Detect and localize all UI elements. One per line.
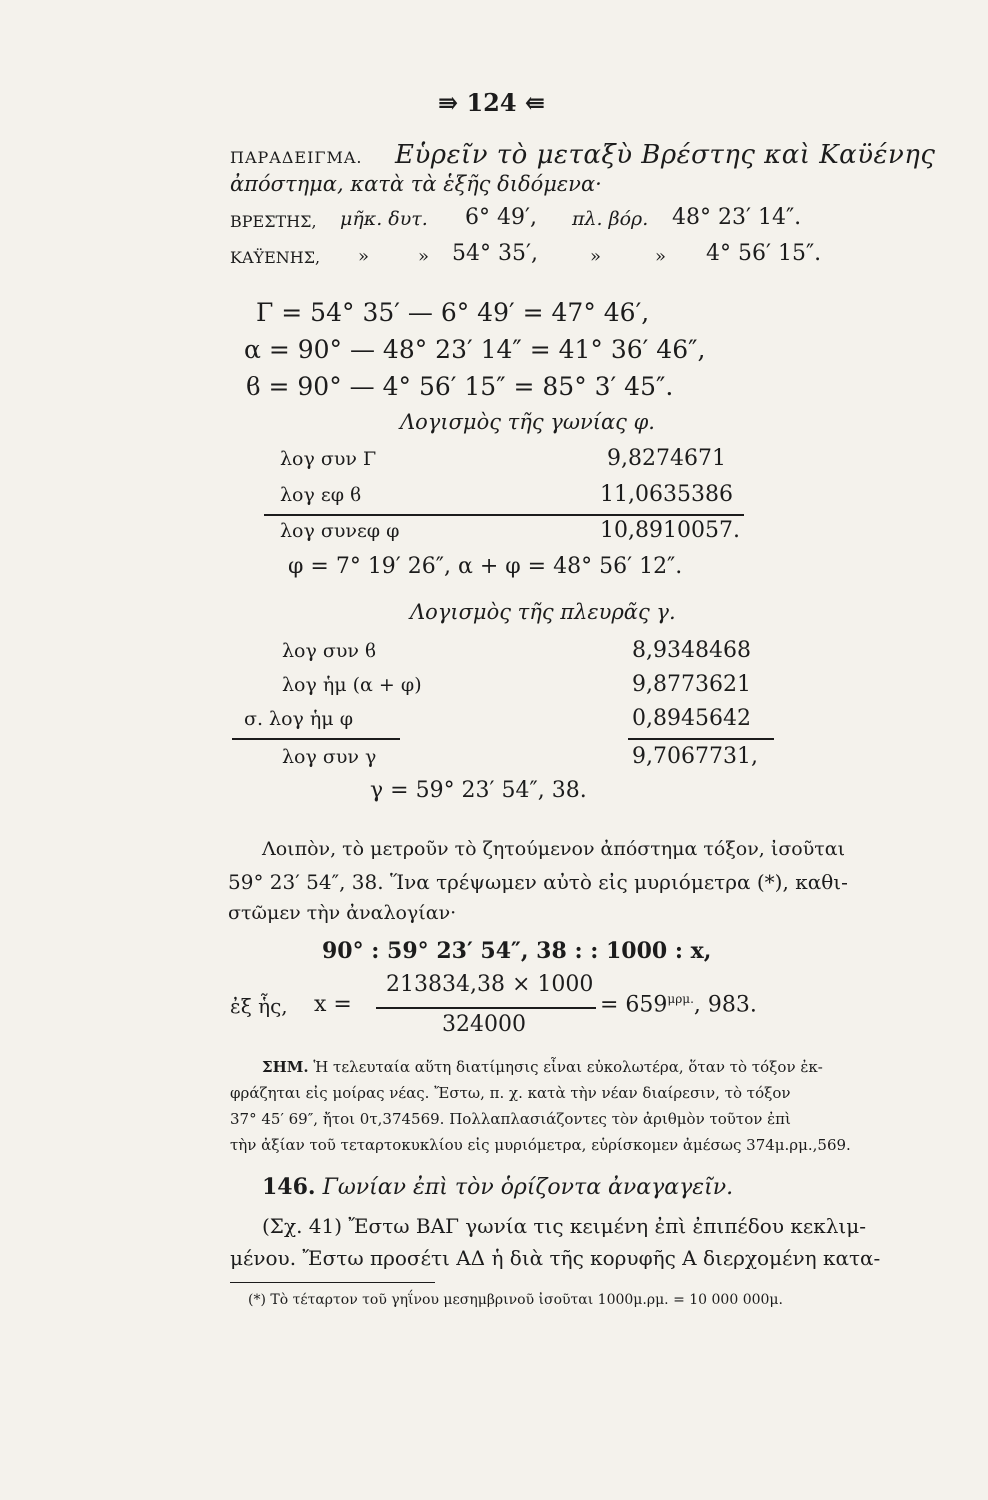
fraction-result [600, 992, 757, 1017]
calc2-sum-rule-left [232, 738, 400, 740]
calc2-sum-rule-right [628, 738, 774, 740]
cayenne-name: ΚΑΫΕΝΗΣ, [230, 248, 321, 267]
fraction-bar [376, 1007, 596, 1009]
brest-name: ΒΡΕΣΤΗΣ, [230, 212, 317, 231]
ditto-mark: » [358, 246, 370, 267]
beta-diff: ϐ = 90° — 4° 56′ 15″ = 85° 3′ 45″. [246, 372, 674, 401]
footnote: (*) Τὸ τέταρτον τοῦ γηΐνου μεσημβρινοῦ ἰσοῦται 1000μ.ρμ. = 10 000 000μ. [248, 1292, 783, 1308]
calc2-label: λογ συν ϐ [282, 640, 377, 662]
calc1-value: 9,8274671 [607, 446, 726, 471]
ornament-right-icon: ⇚ [516, 88, 546, 117]
section-number: 146. [262, 1174, 316, 1200]
body-line: μένου. Ἔστω προσέτι ΑΔ ἡ διὰ τῆς κορυφῆς Α διερχομένη κατα- [230, 1246, 881, 1270]
calc2-label: σ. λογ ἡμ φ [244, 708, 353, 730]
note-line [262, 1058, 823, 1076]
body-line: (Σχ. 41) Ἔστω ΒΑΓ γωνία τις κειμένη ἐπὶ ἐπιπέδου κεκλιμ- [262, 1214, 866, 1238]
proportion: 90° : 59° 23′ 54″, 38 : : 1000 : x, [322, 938, 712, 964]
calc1-sum-rule [264, 514, 744, 516]
note-line: 37° 45′ 69″, ἤτοι 0τ,374569. Πολλαπλασιάζοντες τὸν ἀριθμὸν τοῦτον ἐπὶ [230, 1110, 791, 1128]
example-label: ΠΑΡΑΔΕΙΓΜΑ. [230, 148, 363, 167]
fraction-result-pre: = 659 [600, 992, 668, 1018]
alpha-diff: α = 90° — 48° 23′ 14″ = 41° 36′ 46″, [244, 335, 706, 364]
note-line: τὴν ἀξίαν τοῦ τεταρτοκυκλίου εἰς μυριόμετρα, εὑρίσκομεν ἀμέσως 374μ.ρμ.,569. [230, 1136, 851, 1154]
cayenne-lon: 54° 35′, [452, 241, 538, 266]
calc2-value: 8,9348468 [632, 638, 751, 663]
note-text: Ἡ τελευταία αὕτη διατίμησις εἶναι εὐκολωτέρα, ὅταν τὸ τόξον ἐκ- [313, 1058, 823, 1076]
footnote-rule [230, 1282, 435, 1283]
note-label: ΣΗΜ. [262, 1058, 309, 1076]
fraction-x: x = [314, 992, 352, 1017]
calc1-result: φ = 7° 19′ 26″, α + φ = 48° 56′ 12″. [288, 554, 683, 579]
calc1-title: Λογισμὸς τῆς γωνίας φ. [400, 410, 655, 434]
calc1-label: λογ εφ ϐ [280, 484, 362, 506]
ditto-mark: » [655, 246, 667, 267]
paragraph-line: 59° 23′ 54″, 38. Ἵνα τρέψωμεν αὐτὸ εἰς μυριόμετρα (*), καθι- [228, 870, 848, 894]
calc1-value: 10,8910057. [600, 518, 740, 543]
brest-lat-label: πλ. βόρ. [572, 208, 649, 230]
section-title: Γωνίαν ἐπὶ τὸν ὁρίζοντα ἀναγαγεῖν. [322, 1175, 734, 1200]
fraction-result-post: , 983. [693, 992, 757, 1018]
heading-text-1: Εὑρεῖν τὸ μεταξὺ Βρέστης καὶ Καϋένης [395, 140, 936, 170]
fraction-result-unit: μρμ. [667, 992, 694, 1006]
brest-lat: 48° 23′ 14″. [672, 205, 802, 230]
ornament-left-icon: ⇛ [438, 88, 467, 117]
ditto-mark: » [590, 246, 602, 267]
paragraph-line: στῶμεν τὴν ἀναλογίαν· [228, 902, 457, 924]
gamma-diff: Γ = 54° 35′ — 6° 49′ = 47° 46′, [256, 298, 650, 327]
fraction-denominator: 324000 [442, 1012, 526, 1037]
cayenne-lat: 4° 56′ 15″. [706, 241, 822, 266]
heading-text-2: ἀπόστημα, κατὰ τὰ ἑξῆς διδόμενα· [230, 172, 602, 196]
brest-lon-label: μῆκ. δυτ. [340, 208, 428, 230]
paragraph-line: Λοιπὸν, τὸ μετροῦν τὸ ζητούμενον ἀπόστημα τόξον, ἰσοῦται [262, 838, 846, 860]
ditto-mark: » [418, 246, 430, 267]
calc1-label: λογ συνεφ φ [280, 520, 400, 542]
calc2-value: 9,8773621 [632, 672, 751, 697]
note-line: φράζηται εἰς μοίρας νέας. Ἔστω, π. χ. κατὰ τὴν νέαν διαίρεσιν, τὸ τόξον [230, 1084, 791, 1102]
calc2-label: λογ συν γ [282, 746, 377, 768]
page-number: 124 [466, 88, 517, 117]
calc2-result: γ = 59° 23′ 54″, 38. [370, 778, 587, 803]
fraction-numerator: 213834,38 × 1000 [386, 972, 594, 997]
calc2-value: 9,7067731, [632, 744, 758, 769]
fraction-prefix: ἐξ ἧς, [230, 994, 288, 1018]
section-heading [262, 1174, 733, 1200]
page-header [438, 88, 545, 117]
calc1-label: λογ συν Γ [280, 448, 377, 470]
calc2-title: Λογισμὸς τῆς πλευρᾶς γ. [410, 600, 676, 624]
calc1-value: 11,0635386 [600, 482, 733, 507]
calc2-label: λογ ἡμ (α + φ) [282, 674, 422, 696]
brest-lon: 6° 49′, [465, 205, 537, 230]
calc2-value: 0,8945642 [632, 706, 751, 731]
